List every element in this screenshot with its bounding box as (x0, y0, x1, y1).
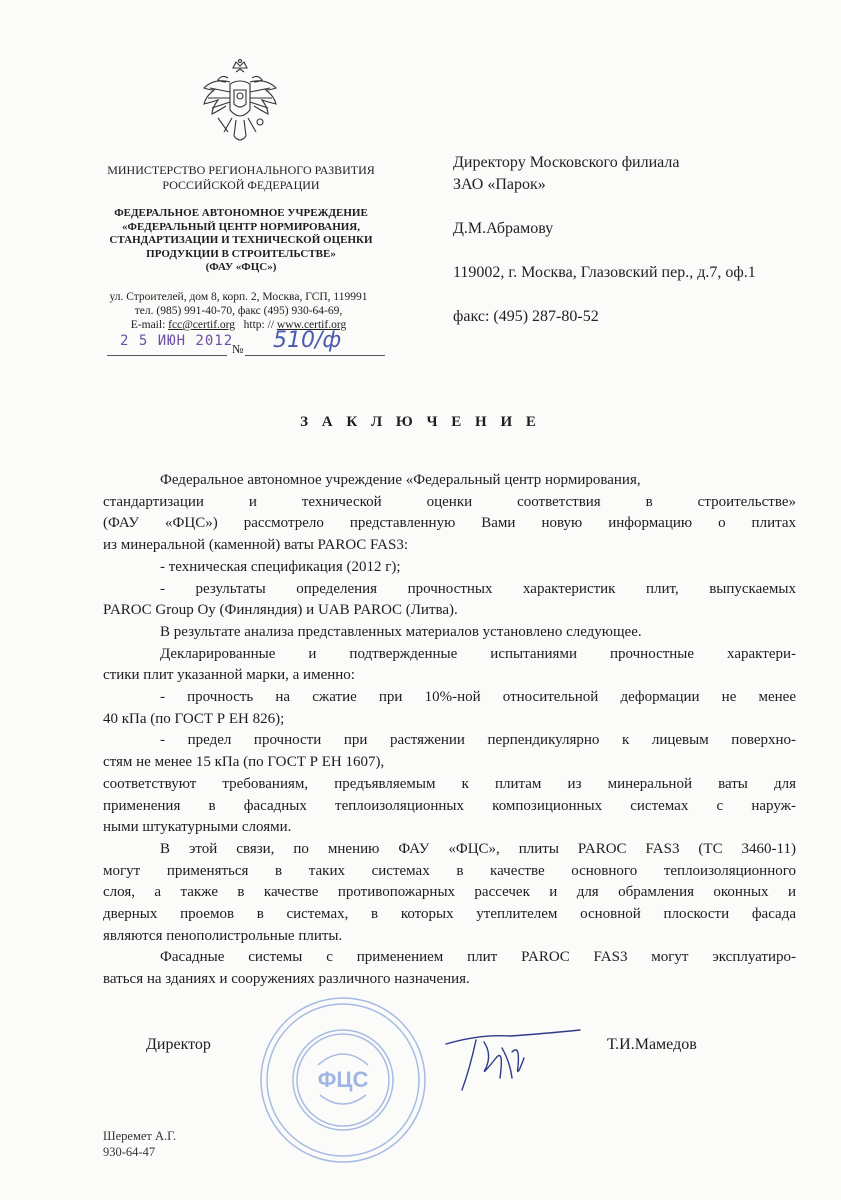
body-line: могут применяться в таких системах в качестве основного теплоизоляционного (103, 862, 796, 879)
ministry-name-line1: МИНИСТЕРСТВО РЕГИОНАЛЬНОГО РАЗВИТИЯ (107, 163, 375, 177)
body-line: - результаты определения прочностных характеристик плит, выпускаемых (160, 580, 796, 597)
body-line: - прочность на сжатие при 10%-ной относительной деформации не менее (160, 689, 796, 706)
executor-name: Шеремет А.Г. (103, 1129, 177, 1143)
email-link[interactable]: fcc@certif.org (168, 319, 236, 331)
body-line: (ФАУ «ФЦС») рассмотрело представленную Вами новую информацию о плитах (103, 515, 796, 532)
executor-block (103, 1128, 176, 1160)
body-line: Декларированные и подтвержденные испытаниями прочностные характери- (160, 645, 796, 662)
body-line: В этой связи, по мнению ФАУ «ФЦС», плиты PAROC FAS3 (ТС 3460-11) (160, 840, 796, 857)
web-label: http: // (243, 319, 275, 331)
body-line: 40 кПа (по ГОСТ Р ЕН 826); (103, 710, 285, 727)
body-line: Фасадные системы с применением плит PAROC FAS3 могут эксплуатиро- (160, 949, 796, 966)
reg-number-line (245, 355, 385, 356)
institution-line5: (ФАУ «ФЦС») (205, 261, 277, 273)
institution-line2: «ФЕДЕРАЛЬНЫЙ ЦЕНТР НОРМИРОВАНИЯ, (122, 220, 360, 233)
institution-web (66, 318, 411, 332)
official-seal (258, 995, 428, 1165)
email-label: E-mail: (130, 319, 166, 331)
coat-of-arms-emblem (200, 58, 280, 154)
addressee-address: 119002, г. Москва, Глазовский пер., д.7, оф.1 (453, 264, 756, 281)
body-line: стям не менее 15 кПа (по ГОСТ Р ЕН 1607), (103, 754, 385, 771)
addressee-fax: факс: (495) 287-80-52 (453, 308, 599, 325)
body-line: - предел прочности при растяжении перпендикулярно к лицевым поверхно- (160, 732, 796, 749)
body-line: В результате анализа представленных материалов установлено следующее. (160, 623, 642, 640)
body-line: - техническая спецификация (2012 г); (160, 558, 401, 575)
director-position: Директор (146, 1036, 211, 1053)
addressee-block (453, 152, 756, 328)
executor-phone: 930-64-47 (103, 1145, 156, 1159)
handwritten-signature (440, 1018, 590, 1098)
addressee-position-line2: ЗАО «Парок» (453, 176, 546, 193)
addressee-name: Д.М.Абрамову (453, 220, 554, 237)
body-line: стики плит указанной марки, а именно: (103, 667, 355, 684)
body-line: применения в фасадных теплоизоляционных композиционных системах с наруж- (103, 797, 796, 814)
web-link[interactable]: www.certif.org (276, 319, 347, 331)
body-line: соответствуют требованиям, предъявляемым к плитам из минеральной ваты для (103, 775, 796, 792)
body-line: ными штукатурными слоями. (103, 819, 292, 836)
institution-line4: ПРОДУКЦИИ В СТРОИТЕЛЬСТВЕ» (146, 247, 336, 260)
body-line: ваться на зданиях и сооружениях различного назначения. (103, 971, 470, 988)
body-line: стандартизации и технической оценки соответствия в строительстве» (103, 493, 796, 510)
seal-center-text: ФЦС (317, 1067, 369, 1092)
addressee-position-line1: Директору Московского филиала (453, 154, 680, 171)
institution-line3: СТАНДАРТИЗАЦИИ И ТЕХНИЧЕСКОЙ ОЦЕНКИ (109, 234, 373, 246)
date-stamp: 2 5 ИЮН 2012 (120, 333, 234, 349)
reg-number-label: № (232, 342, 244, 356)
body-line: слоя, а также в качестве противопожарных рассечек и для обрамления оконных и (103, 884, 796, 901)
institution-header (80, 207, 402, 275)
institution-address: ул. Строителей, дом 8, корп. 2, Москва, ГСП, 119991 (109, 291, 368, 303)
reg-number-handwritten: 510/ф (273, 328, 342, 353)
document-title: З А К Л Ю Ч Е Н И Е (300, 414, 541, 430)
body-line: являются пенополистрольные плиты. (103, 927, 343, 944)
institution-line1: ФЕДЕРАЛЬНОЕ АВТОНОМНОЕ УЧРЕЖДЕНИЕ (114, 207, 368, 219)
date-line (107, 355, 227, 356)
body-line: Федеральное автономное учреждение «Федеральный центр нормирования, (160, 472, 641, 488)
body-line: из минеральной (каменной) ваты PAROC FAS3: (103, 537, 409, 554)
institution-contacts (66, 290, 411, 332)
institution-phones: тел. (985) 991-40-70, факс (495) 930-64-69, (134, 305, 343, 317)
document-body (103, 470, 796, 991)
body-line: PAROC Group Oy (Финляндия) и UAB PAROC (Литва). (103, 602, 458, 619)
director-name: Т.И.Мамедов (607, 1036, 697, 1053)
ministry-name-line2: РОССИЙСКОЙ ФЕДЕРАЦИИ (162, 178, 320, 192)
ministry-header (80, 163, 402, 193)
body-line: дверных проемов в системах, в которых утеплителем основной плоскости фасада (103, 906, 796, 923)
